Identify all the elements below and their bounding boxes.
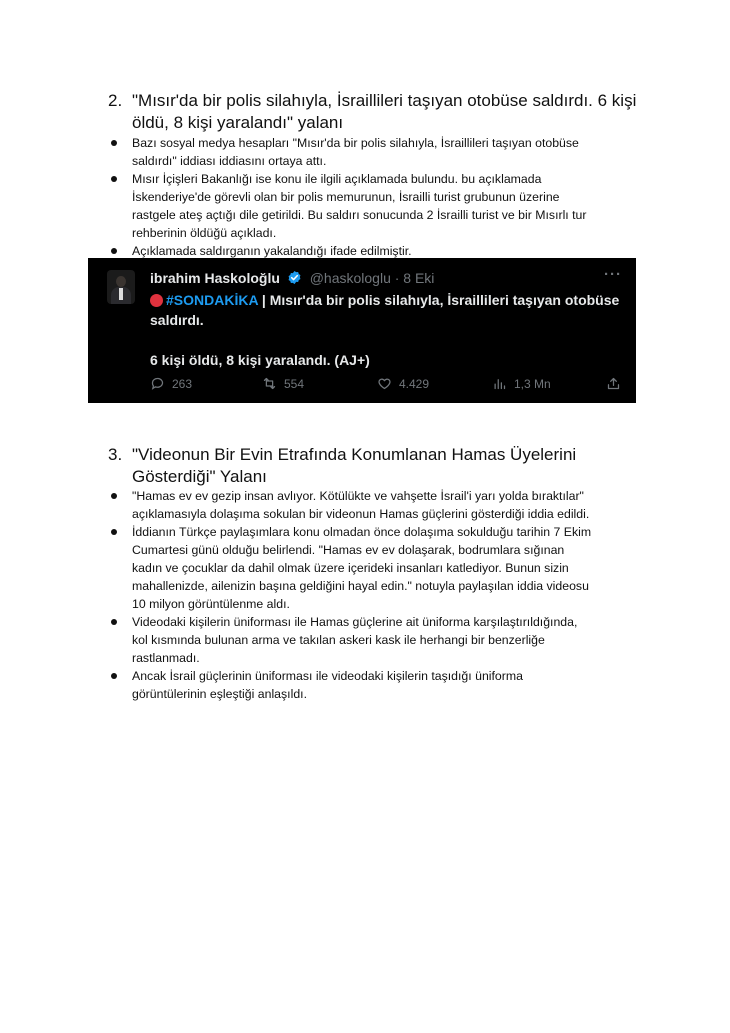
bullet-text-line: Mısır İçişleri Bakanlığı ise konu ile ilgili açıklamada bulundu. bu açıklamada [132, 172, 542, 186]
more-options-icon: ··· [604, 266, 622, 283]
bullet-text-line: mahallenizde, ailenizin başına geldiğini hayal edin." notuyla paylaşılan iddia videosu [132, 579, 589, 593]
bullet-icon [111, 176, 117, 182]
section-2-title-line-1: "Mısır'da bir polis silahıyla, İsraillileri taşıyan otobüse saldırdı. 6 kişi [132, 91, 637, 110]
tweet-author-name: ibrahim Haskoloğlu [150, 270, 280, 286]
retweet-action [262, 376, 304, 391]
bullet-text-line: Açıklamada saldırganın yakalandığı ifade edilmiştir. [132, 244, 412, 258]
section-3-heading [108, 444, 648, 488]
heart-icon [377, 376, 392, 391]
retweet-icon [262, 376, 277, 391]
section-2-bullet-list [108, 134, 648, 260]
red-circle-icon [150, 294, 163, 307]
bullet-text-line: görüntülerinin eşleştiği anlaşıldı. [132, 687, 307, 701]
bullet-text-line: Ancak İsrail güçlerinin üniforması ile videodaki kişilerin taşıdığı üniforma [132, 669, 523, 683]
share-icon [606, 376, 621, 391]
retweet-count: 554 [284, 376, 305, 391]
views-count: 1,3 Mn [514, 376, 551, 391]
tweet-blank-line [150, 330, 620, 350]
bullet-text-line: İddianın Türkçe paylaşımlara konu olmadan önce dolaşıma sokulduğu tarihin 7 Ekim [132, 525, 592, 539]
bullet-icon [111, 529, 117, 535]
section-3-bullet-list [108, 487, 648, 703]
bullet-text-line: Cumartesi günü olduğu belirlendi. "Hamas ev ev dolaşarak, bodrumlara sığınan [132, 543, 565, 557]
section-2-title-line-2: öldü, 8 kişi yaralandı" yalanı [132, 113, 344, 132]
tweet-text: | Mısır'da bir polis silahıyla, İsraillileri taşıyan otobüse [258, 292, 620, 308]
share-action [606, 376, 628, 391]
section-3-title-line-2: Gösterdiği" Yalanı [132, 467, 267, 486]
bullet-text-line: rehberinin öldüğü açıkladı. [132, 226, 277, 240]
list-item [108, 667, 648, 703]
bullet-icon [111, 673, 117, 679]
tweet-hashtag: #SONDAKİKA [166, 292, 259, 308]
tweet-handle-date: @haskologlu · 8 Eki [309, 270, 435, 286]
tweet-screenshot [88, 258, 636, 403]
bullet-text-line: Bazı sosyal medya hesapları "Mısır'da bir polis silahıyla, İsraillileri taşıyan otobüse [132, 136, 579, 150]
bullet-text-line: "Hamas ev ev gezip insan avlıyor. Kötülükte ve vahşette İsrail'i yarı yolda bıraktılar" [132, 489, 584, 503]
tweet-header [150, 269, 434, 287]
list-item [108, 523, 648, 613]
verified-badge-icon [287, 270, 302, 285]
bullet-text-line: saldırdı" iddiası iddiasını ortaya attı. [132, 154, 327, 168]
bullet-text-line: rastgele ateş açtığı dile getirildi. Bu saldırı sonucunda 2 İsrailli turist ve bir Mısırlı tur [132, 208, 587, 222]
list-item [108, 170, 648, 242]
reply-action [150, 376, 192, 391]
bullet-text-line: 10 milyon görüntülenme aldı. [132, 597, 290, 611]
tweet-content [150, 290, 620, 370]
bullet-text-line: açıklamasıyla dolaşıma sokulan bir videonun Hamas güçlerini gösterdiği iddia edildi. [132, 507, 590, 521]
bullet-text-line: rastlanmadı. [132, 651, 200, 665]
section-2-number: 2. [108, 91, 123, 110]
like-count: 4.429 [399, 376, 430, 391]
avatar-head [116, 276, 126, 287]
bullet-text-line: Videodaki kişilerin üniforması ile Hamas güçlerine ait üniforma karşılaştırıldığında, [132, 615, 578, 629]
tweet-text-line-1 [150, 290, 620, 310]
bullet-icon [111, 140, 117, 146]
bullet-text-line: kol kısmında bulunan arma ve takılan askeri kask ile herhangi bir benzerliğe [132, 633, 545, 647]
avatar-tie [119, 288, 123, 300]
tweet-text-line-3: 6 kişi öldü, 8 kişi yaralandı. (AJ+) [150, 352, 370, 368]
list-item [108, 613, 648, 667]
views-chart-icon [492, 376, 507, 391]
list-item [108, 487, 648, 523]
views-action [492, 376, 551, 391]
bullet-text-line: İskenderiye'de görevli olan bir polis memurunun, İsrailli turist grubunun üzerine [132, 190, 560, 204]
section-3-number: 3. [108, 445, 123, 464]
avatar [107, 270, 135, 304]
tweet-actions [150, 376, 628, 392]
section-2-heading [108, 90, 648, 134]
list-item [108, 134, 648, 170]
bullet-icon [111, 493, 117, 499]
reply-count: 263 [172, 376, 193, 391]
bullet-icon [111, 248, 117, 254]
tweet-text-line-2: saldırdı. [150, 312, 204, 328]
reply-icon [150, 376, 165, 391]
bullet-text-line: kadın ve çocuklar da dahil olmak üzere içerideki insanları katlediyor. Bunun sizin [132, 561, 569, 575]
like-action [377, 376, 429, 391]
bullet-icon [111, 619, 117, 625]
section-3-title-line-1: "Videonun Bir Evin Etrafında Konumlanan Hamas Üyelerini [132, 445, 577, 464]
